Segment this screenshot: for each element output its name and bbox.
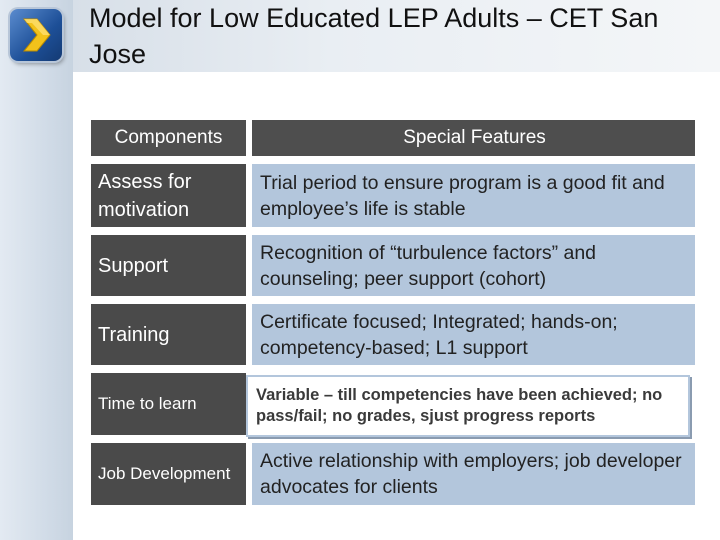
table-row-feature: Variable – till competencies have been achieved; no pass/fail; no grades, sjust progress reports xyxy=(246,375,690,437)
chevron-right-icon xyxy=(10,9,62,61)
table-row-feature: Certificate focused; Integrated; hands-on; competency-based; L1 support xyxy=(252,304,695,365)
table-row-component: Assess for motivation xyxy=(91,164,246,227)
table-row-feature: Recognition of “turbulence factors” and counseling; peer support (cohort) xyxy=(252,235,695,296)
table-row-component: Training xyxy=(91,304,246,365)
table-row-component: Time to learn xyxy=(91,373,246,435)
column-header-special-features: Special Features xyxy=(252,120,695,156)
column-header-components: Components xyxy=(91,120,246,156)
table-row-component: Job Development xyxy=(91,443,246,505)
table-row-feature: Trial period to ensure program is a good fit and employee’s life is stable xyxy=(252,164,695,227)
table-row-feature: Active relationship with employers; job developer advocates for clients xyxy=(252,443,695,505)
left-decorative-strip xyxy=(0,0,73,540)
page-title: Model for Low Educated LEP Adults – CET San Jose xyxy=(89,3,659,69)
table-row-component: Support xyxy=(91,235,246,296)
